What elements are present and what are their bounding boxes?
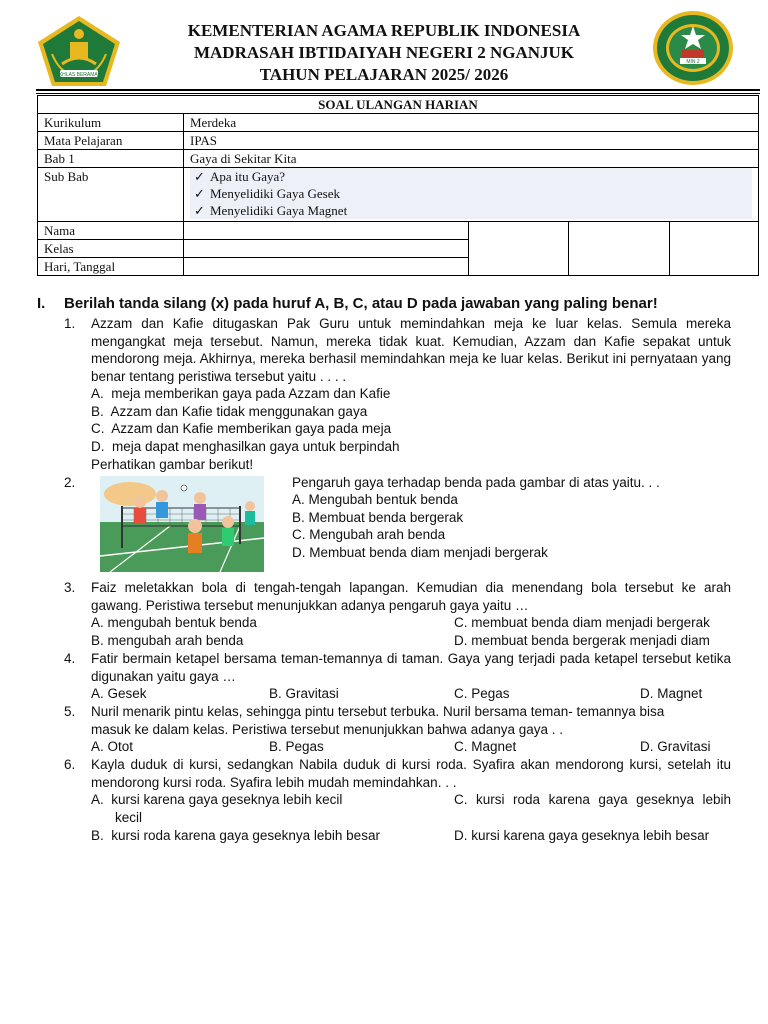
- q3-option-a[interactable]: A. mengubah bentuk benda: [91, 615, 257, 630]
- q4-number: 4.: [64, 651, 76, 666]
- section-instruction: Berilah tanda silang (x) pada huruf A, B, C, atau D pada jawaban yang paling benar!: [64, 295, 658, 312]
- kelas-field[interactable]: [184, 240, 469, 258]
- q4-option-b[interactable]: B. Gravitasi: [269, 686, 339, 701]
- q1-option-c[interactable]: C. Azzam dan Kafie memberikan gaya pada meja: [91, 421, 392, 436]
- q4-option-a[interactable]: A. Gesek: [91, 686, 147, 701]
- kemenag-logo-icon: [36, 14, 122, 88]
- q3-option-d[interactable]: D. membuat benda bergerak menjadi diam: [454, 633, 710, 648]
- q5-option-d[interactable]: D. Gravitasi: [640, 739, 711, 754]
- svg-text:MIN 2: MIN 2: [686, 59, 700, 65]
- hari-label: Hari, Tanggal: [38, 258, 184, 276]
- madrasah-logo-icon: [652, 10, 734, 86]
- q6-option-d[interactable]: D. kursi karena gaya geseknya lebih besar: [454, 828, 710, 843]
- q5-option-a[interactable]: A. Otot: [91, 739, 134, 754]
- exam-title: SOAL ULANGAN HARIAN: [38, 96, 759, 114]
- bab-label: Bab 1: [38, 150, 184, 168]
- kurikulum-label: Kurikulum: [38, 114, 184, 132]
- nama-field[interactable]: [184, 222, 469, 240]
- mapel-value: IPAS: [184, 132, 759, 150]
- q6-option-a[interactable]: A. kursi karena gaya geseknya lebih kecil: [91, 792, 343, 807]
- q1-text: Azzam dan Kafie ditugaskan Pak Guru untuk memindahkan meja ke luar kelas. Semula mereka mengangkat meja tersebut. Namun, mereka tidak kuat. Kemudian, Azzam dan Kafie sepakat untuk mendorong meja. Akhirnya, mereka berhasil memindahkan meja ke luar kelas. Berikut ini pernyataan yang benar tentang peristiwa tersebut yaitu . . . .: [91, 316, 731, 384]
- section-number: I.: [37, 295, 46, 312]
- header-rule-thin: [36, 93, 760, 94]
- kelas-label: Kelas: [38, 240, 184, 258]
- q3-option-c[interactable]: C. membuat benda diam menjadi bergerak: [454, 615, 710, 630]
- q1-option-b[interactable]: B. Azzam dan Kafie tidak menggunakan gaya: [91, 404, 368, 419]
- check-icon: ✓: [194, 186, 205, 201]
- q1-option-a[interactable]: A. meja memberikan gaya pada Azzam dan Kafie: [91, 386, 391, 401]
- nama-label: Nama: [38, 222, 184, 240]
- q2-text: Pengaruh gaya terhadap benda pada gambar di atas yaitu. . .: [292, 475, 660, 490]
- score-box-1[interactable]: [469, 222, 569, 276]
- q6-option-c[interactable]: C. kursi roda karena gaya geseknya lebih: [454, 792, 731, 807]
- check-icon: ✓: [194, 169, 205, 184]
- hari-field[interactable]: [184, 258, 469, 276]
- subbab-item: ✓ Menyelidiki Gaya Gesek: [194, 186, 340, 201]
- header-line-ministry: KEMENTERIAN AGAMA REPUBLIK INDONESIA: [187, 21, 581, 40]
- subbab-list: [190, 168, 752, 219]
- q2-option-c[interactable]: C. Mengubah arah benda: [292, 527, 446, 542]
- q3-option-b[interactable]: B. mengubah arah benda: [91, 633, 244, 648]
- q2-option-b[interactable]: B. Membuat benda bergerak: [292, 510, 464, 525]
- check-icon: ✓: [194, 203, 205, 218]
- q6-option-b[interactable]: B. kursi roda karena gaya geseknya lebih besar: [91, 828, 380, 843]
- q2-option-a[interactable]: A. Mengubah bentuk benda: [292, 492, 458, 507]
- header-line-school: MADRASAH IBTIDAIYAH NEGERI 2 NGANJUK: [193, 43, 575, 62]
- q1-number: 1.: [64, 316, 76, 331]
- q4-text: Fatir bermain ketapel bersama teman-temannya di taman. Gaya yang terjadi pada ketapel tersebut ketika digunakan yaitu gaya …: [91, 651, 731, 684]
- subbab-item: ✓ Apa itu Gaya?: [194, 169, 286, 184]
- children-playing-illustration: [100, 476, 264, 572]
- q5-number: 5.: [64, 704, 76, 719]
- q3-number: 3.: [64, 580, 76, 595]
- mapel-label: Mata Pelajaran: [38, 132, 184, 150]
- q1-option-d[interactable]: D. meja dapat menghasilkan gaya untuk berpindah: [91, 439, 400, 454]
- bab-value: Gaya di Sekitar Kita: [184, 150, 759, 168]
- q5-option-c[interactable]: C. Magnet: [454, 739, 517, 754]
- exam-info-table: [37, 95, 759, 276]
- kurikulum-value: Merdeka: [184, 114, 759, 132]
- score-box-3[interactable]: [670, 222, 759, 276]
- q4-option-d[interactable]: D. Magnet: [640, 686, 703, 701]
- q1-followup: Perhatikan gambar berikut!: [91, 457, 254, 472]
- q6-text: Kayla duduk di kursi, sedangkan Nabila duduk di kursi roda. Syafira akan mendorong kursi, setelah itu mendorong kursi roda. Syafira lebih mudah memindahkan. . .: [91, 757, 731, 790]
- q6-number: 6.: [64, 757, 76, 772]
- subbab-item: ✓ Menyelidiki Gaya Magnet: [194, 203, 348, 218]
- q2-number: 2.: [64, 475, 76, 490]
- subbab-label: Sub Bab: [38, 168, 184, 222]
- q6-option-c-continued: kecil: [115, 810, 143, 825]
- q5-text: Nuril menarik pintu kelas, sehingga pintu tersebut terbuka. Nuril bersama teman- temannya bisa masuk ke dalam kelas. Peristiwa tersebut menunjukkan bahwa adanya gaya . .: [91, 704, 665, 737]
- q4-option-c[interactable]: C. Pegas: [454, 686, 510, 701]
- svg-text:IKHLAS BERAMAL: IKHLAS BERAMAL: [57, 72, 101, 78]
- q3-text: Faiz meletakkan bola di tengah-tengah lapangan. Kemudian dia menendang bola tersebut ke arah gawang. Peristiwa tersebut menunjukkan adanya pengaruh gaya yaitu …: [91, 580, 731, 613]
- q2-option-d[interactable]: D. Membuat benda diam menjadi bergerak: [292, 545, 548, 560]
- q5-option-b[interactable]: B. Pegas: [269, 739, 324, 754]
- header-rule-thick: [36, 89, 760, 91]
- score-box-2[interactable]: [569, 222, 670, 276]
- header-line-year: TAHUN PELAJARAN 2025/ 2026: [259, 65, 509, 84]
